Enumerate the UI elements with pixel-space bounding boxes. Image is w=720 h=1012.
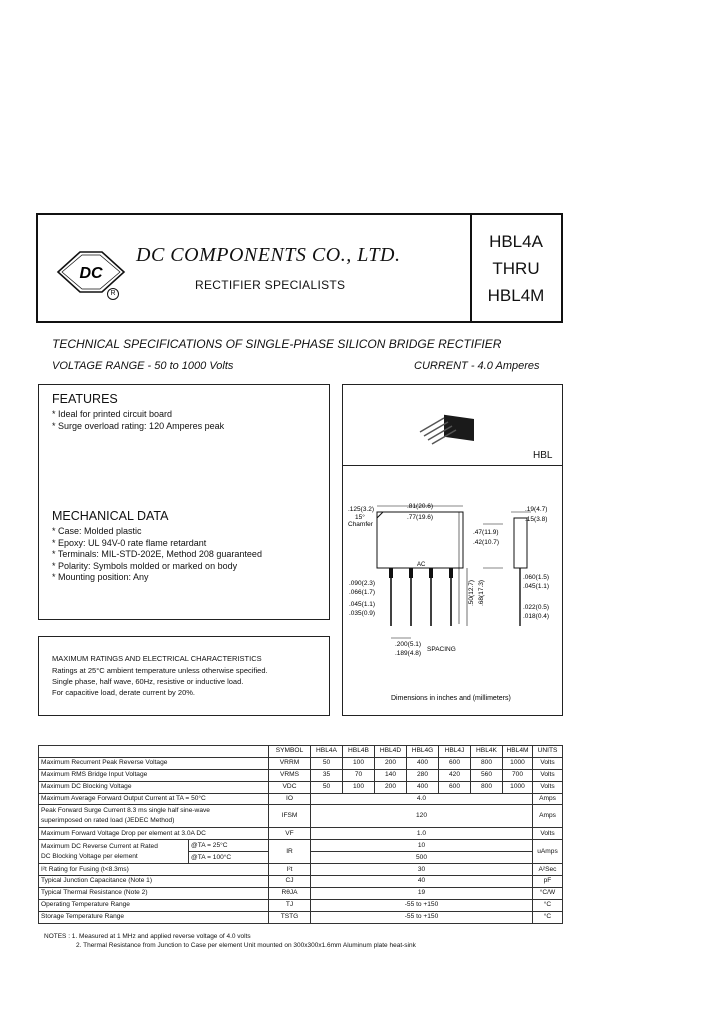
note-1: NOTES : 1. Measured at 1 MHz and applied reverse voltage of 4.0 volts <box>44 933 251 940</box>
param-line: DC Blocking Voltage per element <box>41 852 138 860</box>
table-cell: TJ <box>269 899 311 911</box>
table-cell: VRRM <box>269 757 311 769</box>
table-cell: Operating Temperature Range <box>39 899 269 911</box>
dim-label: AC <box>417 562 426 568</box>
table-cell: 600 <box>439 781 471 793</box>
table-cell: Maximum RMS Bridge Input Voltage <box>39 769 269 781</box>
table-row <box>39 828 563 840</box>
table-cell: 1000 <box>503 757 533 769</box>
ratings-heading: MAXIMUM RATINGS AND ELECTRICAL CHARACTERISTICS <box>52 654 262 663</box>
part-number-to: HBL4M <box>487 286 545 305</box>
spec-table <box>38 745 563 924</box>
dim-label: .68(17.3) <box>478 579 485 606</box>
table-row <box>39 757 563 769</box>
table-cell: Volts <box>533 769 563 781</box>
voltage-range: VOLTAGE RANGE - 50 to 1000 Volts <box>52 360 234 372</box>
table-cell: I²t <box>269 864 311 876</box>
table-cell: Storage Temperature Range <box>39 911 269 923</box>
list-item: * Ideal for printed circuit board <box>52 409 173 419</box>
dim-label: .022(0.5) <box>523 604 550 611</box>
table-cell: 500 <box>311 852 533 864</box>
table-cell: °C <box>533 911 563 923</box>
dim-label: .19(4.7) <box>525 506 548 513</box>
table-cell: 100 <box>343 781 375 793</box>
dim-label: .045(1.1) <box>523 583 550 590</box>
table-cell: IO <box>269 793 311 805</box>
table-cell: °C/W <box>533 887 563 899</box>
table-row <box>39 793 563 805</box>
table-cell: I²t Rating for Fusing (t<8.3ms) <box>39 864 269 876</box>
table-cell: 600 <box>439 757 471 769</box>
table-cell: HBL4D <box>375 746 407 758</box>
table-cell: Maximum Average Forward Output Current at TA = 50°C <box>39 793 269 805</box>
table-cell: 800 <box>471 757 503 769</box>
table-cell: 1.0 <box>311 828 533 840</box>
table-cell: HBL4B <box>343 746 375 758</box>
page-title: TECHNICAL SPECIFICATIONS OF SINGLE-PHASE SILICON BRIDGE RECTIFIER <box>52 337 502 351</box>
table-cell: 140 <box>375 769 407 781</box>
list-item: * Epoxy: UL 94V-0 rate flame retardant <box>52 537 207 548</box>
table-row <box>39 805 563 828</box>
table-cell: IR <box>269 840 311 864</box>
dim-label: .77(19.6) <box>407 514 434 521</box>
param-line: superimposed on rated load (JEDEC Method) <box>41 817 175 825</box>
table-cell: 10 <box>311 840 533 852</box>
mechanical-list <box>52 526 262 584</box>
table-cell: IFSM <box>269 805 311 828</box>
table-cell: HBL4G <box>407 746 439 758</box>
table-cell: HBL4J <box>439 746 471 758</box>
table-cell: 100 <box>343 757 375 769</box>
table-cell: Maximum DC Blocking Voltage <box>39 781 269 793</box>
table-cell: 35 <box>311 769 343 781</box>
table-row <box>39 781 563 793</box>
table-cell: pF <box>533 876 563 888</box>
table-row <box>39 769 563 781</box>
dim-label: .090(2.3) <box>349 580 376 587</box>
registered-mark: R <box>107 288 119 300</box>
param-line: Peak Forward Surge Current 8.3 ms single half sine-wave <box>41 807 210 815</box>
table-cell: Volts <box>533 828 563 840</box>
company-name: DC COMPONENTS CO., LTD. <box>136 244 401 266</box>
dim-label: .42(10.7) <box>473 539 500 546</box>
table-cell: HBL4A <box>311 746 343 758</box>
table-cell: HBL4M <box>503 746 533 758</box>
table-cell: 120 <box>311 805 533 828</box>
table-cell: UNITS <box>533 746 563 758</box>
current-rating: CURRENT - 4.0 Amperes <box>414 360 540 372</box>
table-cell: HBL4K <box>471 746 503 758</box>
table-cell: 700 <box>503 769 533 781</box>
table-cell: Volts <box>533 781 563 793</box>
package-name: HBL <box>533 450 553 461</box>
dim-label: Chamfer <box>348 521 373 528</box>
ratings-line: Single phase, half wave, 60Hz, resistive or inductive load. <box>52 677 244 686</box>
dim-label: .060(1.5) <box>523 574 550 581</box>
dim-label: .035(0.9) <box>349 610 376 617</box>
table-cell: 1000 <box>503 781 533 793</box>
table-header-row <box>39 746 563 758</box>
features-list <box>52 409 224 432</box>
table-cell: 200 <box>375 757 407 769</box>
param-line: Maximum DC Reverse Current at Rated <box>41 842 158 850</box>
table-cell: 560 <box>471 769 503 781</box>
table-cell: VDC <box>269 781 311 793</box>
table-cell <box>39 746 269 758</box>
table-cell: Typical Thermal Resistance (Note 2) <box>39 887 269 899</box>
table-cell: -55 to +150 <box>311 899 533 911</box>
part-number-from: HBL4A <box>489 232 543 251</box>
table-cell: RθJA <box>269 887 311 899</box>
dim-label: .045(1.1) <box>349 601 376 608</box>
table-cell: @TA = 100°C <box>189 852 269 864</box>
note-2: 2. Thermal Resistance from Junction to Case per element Unit mounted on 300x300x1.6mm Aluminum plate heat-sink <box>76 942 416 949</box>
table-cell: °C <box>533 899 563 911</box>
dimension-drawing <box>343 466 562 714</box>
header-divider <box>470 213 472 323</box>
table-row <box>39 911 563 923</box>
table-cell: Amps <box>533 793 563 805</box>
features-heading: FEATURES <box>52 392 118 406</box>
table-row <box>39 899 563 911</box>
list-item: * Terminals: MIL-STD-202E, Method 208 guaranteed <box>52 549 262 559</box>
list-item: * Mounting position: Any <box>52 572 149 582</box>
table-cell: CJ <box>269 876 311 888</box>
table-cell: uAmps <box>533 840 563 864</box>
table-cell: 70 <box>343 769 375 781</box>
logo-text: DC <box>79 265 103 282</box>
dim-label: .81(20.6) <box>407 503 434 510</box>
table-cell: 4.0 <box>311 793 533 805</box>
dim-label: .125(3.2) <box>348 506 375 513</box>
list-item: * Case: Molded plastic <box>52 526 142 536</box>
dim-label: SPACING <box>427 646 456 653</box>
dim-label: 15° <box>355 514 365 521</box>
mechanical-heading: MECHANICAL DATA <box>52 509 169 523</box>
table-cell: Maximum Forward Voltage Drop per element at 3.0A DC <box>39 828 269 840</box>
table-cell: 280 <box>407 769 439 781</box>
list-item: * Polarity: Symbols molded or marked on body <box>52 560 238 571</box>
table-cell: VF <box>269 828 311 840</box>
table-cell: 19 <box>311 887 533 899</box>
table-cell: TSTG <box>269 911 311 923</box>
table-cell: 400 <box>407 757 439 769</box>
table-cell: 30 <box>311 864 533 876</box>
table-row <box>39 876 563 888</box>
table-cell <box>39 840 189 864</box>
ratings-line: For capacitive load, derate current by 20%. <box>52 688 195 697</box>
table-cell: Amps <box>533 805 563 828</box>
component-image <box>410 402 490 452</box>
table-cell: 200 <box>375 781 407 793</box>
dim-label: .50(12.7) <box>468 579 475 606</box>
table-cell: 400 <box>407 781 439 793</box>
list-item: * Surge overload rating: 120 Amperes peak <box>52 420 225 431</box>
table-cell: SYMBOL <box>269 746 311 758</box>
dims-note: Dimensions in inches and (millimeters) <box>391 695 511 702</box>
ratings-line: Ratings at 25°C ambient temperature unless otherwise specified. <box>52 666 268 675</box>
table-cell: 800 <box>471 781 503 793</box>
table-cell: Maximum Recurrent Peak Reverse Voltage <box>39 757 269 769</box>
dim-label: .200(5.1) <box>395 641 422 648</box>
dim-label: .189(4.8) <box>395 650 422 657</box>
table-row <box>39 840 563 852</box>
table-cell: @TA = 25°C <box>189 840 269 852</box>
dim-label: .066(1.7) <box>349 589 376 596</box>
company-tagline: RECTIFIER SPECIALISTS <box>195 278 346 292</box>
table-cell: 50 <box>311 757 343 769</box>
dim-label: .15(3.8) <box>525 516 548 523</box>
table-row <box>39 864 563 876</box>
dim-label: .47(11.9) <box>473 529 499 536</box>
table-cell: 50 <box>311 781 343 793</box>
table-cell: Typical Junction Capacitance (Note 1) <box>39 876 269 888</box>
table-cell: 40 <box>311 876 533 888</box>
table-cell: VRMS <box>269 769 311 781</box>
table-cell: -55 to +150 <box>311 911 533 923</box>
table-cell <box>39 805 269 828</box>
table-cell: A²Sec <box>533 864 563 876</box>
table-cell: Volts <box>533 757 563 769</box>
part-number-thru: THRU <box>492 259 540 278</box>
ratings-box <box>38 636 330 716</box>
dim-label: .018(0.4) <box>523 613 550 620</box>
table-row <box>39 887 563 899</box>
notes <box>44 932 416 950</box>
table-cell: 420 <box>439 769 471 781</box>
